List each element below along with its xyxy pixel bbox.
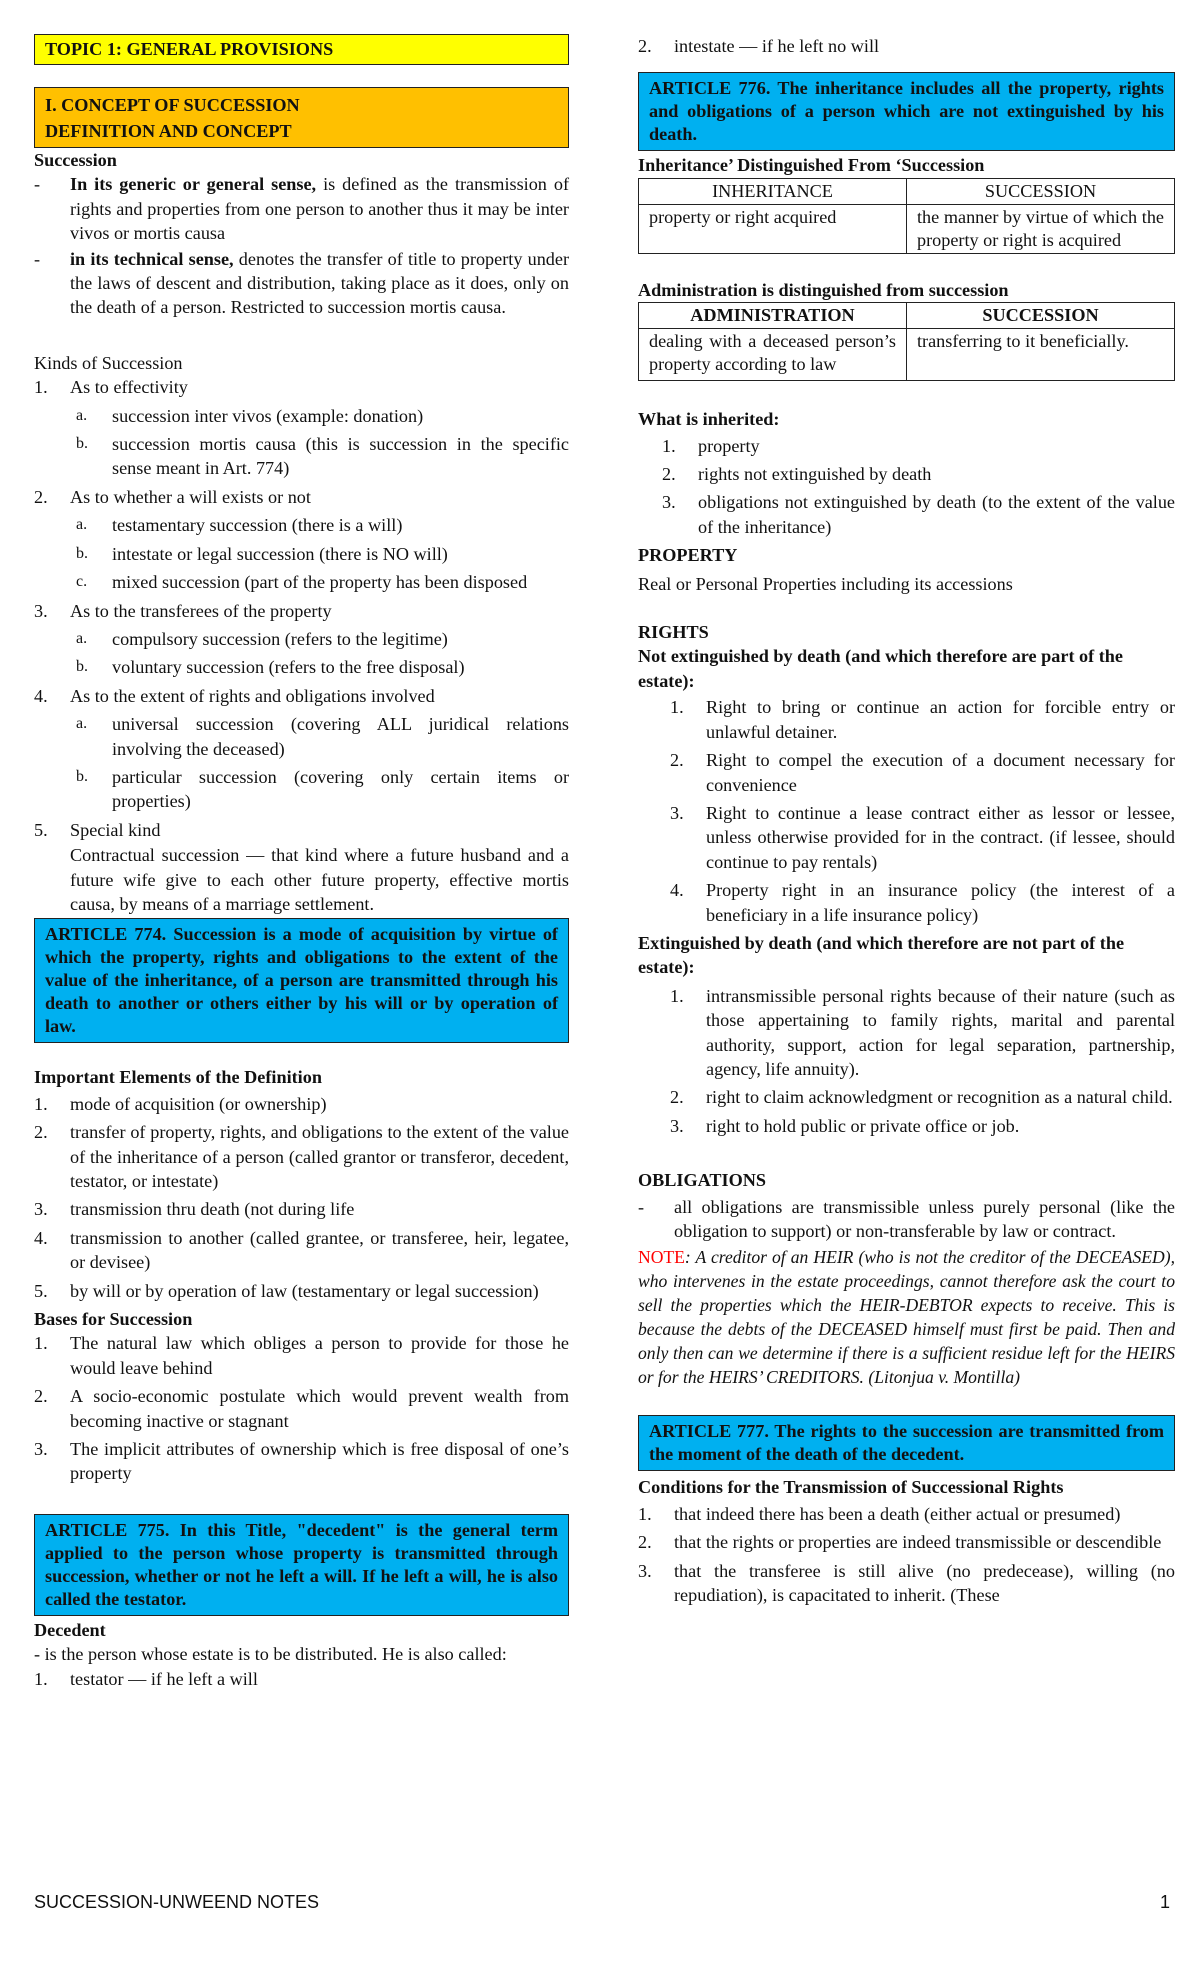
def-1-rest: is defined as the transmission of rights and properties from one person to another thus it may be inter vivos or mortis causa — [70, 174, 569, 244]
kinds-heading: Kinds of Succession — [34, 352, 183, 373]
inherited-item: 3. obligations not extinguished by death (to the extent of the value of the inheritance) — [662, 492, 1175, 537]
decedent-item: 2. intestate — if he left no will — [638, 36, 880, 56]
inherited-item: 2. rights not extinguished by death — [662, 464, 932, 485]
table-cell: dealing with a deceased person’s property according to law — [639, 329, 907, 381]
administration-succession-table — [638, 302, 1175, 381]
concept-heading-1: I. CONCEPT OF SUCCESSION — [45, 95, 300, 115]
kind-sub-item: b. particular succession (covering only certain items or properties) — [76, 766, 569, 812]
basis-item: 2. A socio-economic postulate which would prevent wealth from becoming inactive or stagnant — [34, 1386, 569, 1431]
page-number: 1 — [1160, 1892, 1171, 1912]
table-cell: transferring to it beneficially. — [907, 329, 1175, 381]
succession-def-2 — [34, 247, 569, 320]
element-item: 4. transmission to another (called grantee, or transferee, heir, legatee, or devisee) — [34, 1227, 569, 1273]
bases-list — [34, 1331, 569, 1485]
right-item: 4. Property right in an insurance policy (the interest of a beneficiary in a life insurance policy) — [670, 880, 1175, 925]
obligations-text: - all obligations are transmissible unless purely personal (like the obligation to support) or non-transferable by law or contract. — [638, 1195, 1175, 1244]
kind-item: 2. As to whether a will exists or not — [34, 486, 311, 507]
administration-heading: Administration is distinguished from succession — [638, 279, 1009, 300]
kind-sub-item: c. mixed succession (part of the property has been disposed — [76, 572, 528, 593]
inheritance-vs-succession-heading: Inheritance’ Distinguished From ‘Succession — [638, 155, 985, 176]
kind-item: 5. Special kind — [34, 819, 161, 840]
left-column — [34, 34, 569, 1695]
element-item: 1. mode of acquisition (or ownership) — [34, 1093, 327, 1114]
not-extinguished-heading: Not extinguished by death (and which therefore are part of the estate): — [638, 646, 1123, 691]
contractual-succession: Contractual succession — that kind where a future husband and a future wife give to each other future property, effective mortis causa, by means of a marriage settlement. — [70, 845, 569, 914]
inherited-heading: What is inherited: — [638, 409, 780, 430]
decedent-heading: Decedent — [34, 1619, 106, 1640]
kind-item: 4. As to the extent of rights and obligations involved — [34, 685, 435, 706]
property-text: Real or Personal Properties including its accessions — [638, 573, 1013, 594]
concept-heading-2: DEFINITION AND CONCEPT — [45, 121, 292, 141]
article-775-box: ARTICLE 775. In this Title, "decedent" is the general term applied to the person whose property is transmitted through succession, whether or not he left a will. If he left a will, he is also called the testator. — [34, 1514, 569, 1616]
kind-item: 1. As to effectivity — [34, 377, 188, 398]
kind-sub-item: a. universal succession (covering ALL juridical relations involving the deceased) — [76, 714, 569, 759]
right-item: 3. right to hold public or private office or job. — [670, 1115, 1020, 1136]
right-item: 1. Right to bring or continue an action for forcible entry or unlawful detainer. — [670, 697, 1175, 742]
condition-item: 1. that indeed there has been a death (either actual or presumed) — [638, 1503, 1121, 1524]
kind-sub-item: a. compulsory succession (refers to the legitime) — [76, 628, 448, 649]
article-776-box: ARTICLE 776. The inheritance includes all the property, rights and obligations of a person which are not extinguished by his death. — [638, 72, 1175, 151]
table-header: INHERITANCE — [639, 178, 907, 204]
inherited-item: 1. property — [662, 435, 760, 456]
kind-item: 3. As to the transferees of the property — [34, 600, 332, 621]
right-column — [638, 34, 1175, 1611]
def-1-bold: In its generic or general sense, — [70, 174, 317, 195]
kind-sub-item: a. testamentary succession (there is a will) — [76, 515, 403, 536]
rights-heading: RIGHTS — [638, 622, 709, 643]
not-extinguished-list — [670, 695, 1175, 927]
note-label: NOTE — [638, 1247, 685, 1268]
def-2-bold: in its technical sense, — [70, 248, 234, 269]
extinguished-heading: Extinguished by death (and which therefore are not part of the estate): — [638, 932, 1125, 978]
inherited-list — [662, 434, 1175, 540]
conditions-heading: Conditions for the Transmission of Successional Rights — [638, 1477, 1064, 1498]
condition-item: 2. that the rights or properties are indeed transmissible or descendible — [638, 1532, 1162, 1553]
concept-heading-box — [34, 87, 569, 148]
kind-sub-item: b. succession mortis causa (this is succession in the specific sense meant in Art. 774) — [76, 434, 569, 479]
decedent-item: 1. testator — if he left a will — [34, 1668, 258, 1689]
note-block — [638, 1245, 1175, 1389]
decedent-text: - is the person whose estate is to be distributed. He is also called: — [34, 1644, 507, 1665]
article-774-box: ARTICLE 774. Succession is a mode of acquisition by virtue of which the property, rights and obligations to the extent of the value of the inheritance, of a person are transmitted through his death to another or others either by his will or by operation of law. — [34, 918, 569, 1043]
dash-marker: - — [638, 1196, 645, 1217]
topic-title: TOPIC 1: GENERAL PROVISIONS — [34, 34, 569, 65]
basis-item: 1. The natural law which obliges a person to provide for those he would leave behind — [34, 1333, 569, 1378]
kinds-list — [34, 375, 569, 842]
succession-label: Succession — [34, 150, 117, 170]
right-item: 3. Right to continue a lease contract either as lessor or lessee, unless otherwise provided for in the contract. (if lessee, should continue to pay rentals) — [670, 802, 1175, 872]
element-item: 5. by will or by operation of law (testamentary or legal succession) — [34, 1280, 539, 1301]
succession-def-1 — [34, 172, 569, 245]
kind-sub-item: b. intestate or legal succession (there is NO will) — [76, 543, 448, 564]
dash-marker: - — [34, 174, 41, 195]
table-header: SUCCESSION — [907, 303, 1175, 329]
note-text: : A creditor of an HEIR (who is not the creditor of the DECEASED), who intervenes in the estate proceedings, cannot therefore ask the court to sell the properties which the HEIR-DEBTOR expects to receive. This is because the debts of the DECEASED himself must first be paid. Then and only then can we determine if there is a sufficient residue left for the HEIRS or for the HEIRS’ CREDITORS. (Litonjua v. Montilla) — [638, 1247, 1175, 1388]
table-cell: the manner by virtue of which the property or right is acquired — [907, 204, 1175, 253]
elements-heading: Important Elements of the Definition — [34, 1067, 322, 1088]
element-item: 2. transfer of property, rights, and obligations to the extent of the value of the inheritance of a person (called grantor or transferor, decedent, testator, or intestate) — [34, 1122, 569, 1191]
right-item: 2. right to claim acknowledgment or recognition as a natural child. — [670, 1087, 1173, 1108]
obligations-heading: OBLIGATIONS — [638, 1170, 767, 1191]
footer-title: SUCCESSION-UNWEEND NOTES — [34, 1892, 320, 1912]
right-item: 1. intransmissible personal rights because of their nature (such as those appertaining to family rights, marital and parental authority, support, action for legal separation, partnership, agency, life annuity). — [670, 985, 1175, 1079]
article-777-box: ARTICLE 777. The rights to the succession are transmitted from the moment of the death of the decedent. — [638, 1415, 1175, 1471]
bases-heading: Bases for Succession — [34, 1309, 193, 1330]
dash-marker: - — [34, 248, 41, 269]
element-item: 3. transmission thru death (not during life — [34, 1199, 355, 1220]
table-header: ADMINISTRATION — [639, 303, 907, 329]
extinguished-list — [670, 984, 1175, 1138]
elements-list — [34, 1092, 569, 1303]
inheritance-succession-table — [638, 178, 1175, 254]
kind-sub-item: a. succession inter vivos (example: donation) — [76, 405, 424, 426]
conditions-list — [638, 1502, 1175, 1608]
table-header: SUCCESSION — [907, 178, 1175, 204]
basis-item: 3. The implicit attributes of ownership which is free disposal of one’s property — [34, 1439, 569, 1484]
def-2-rest: denotes the transfer of title to property under the laws of descent and distribution, taking place as it does, only on the death of a person. Restricted to succession mortis causa. — [70, 248, 570, 318]
right-item: 2. Right to compel the execution of a document necessary for convenience — [670, 750, 1175, 795]
condition-item: 3. that the transferee is still alive (no predecease), willing (no repudiation), is capacitated to inherit. (These — [638, 1560, 1175, 1606]
kind-sub-item: b. voluntary succession (refers to the free disposal) — [76, 657, 465, 678]
property-heading: PROPERTY — [638, 545, 738, 566]
table-cell: property or right acquired — [639, 204, 907, 253]
